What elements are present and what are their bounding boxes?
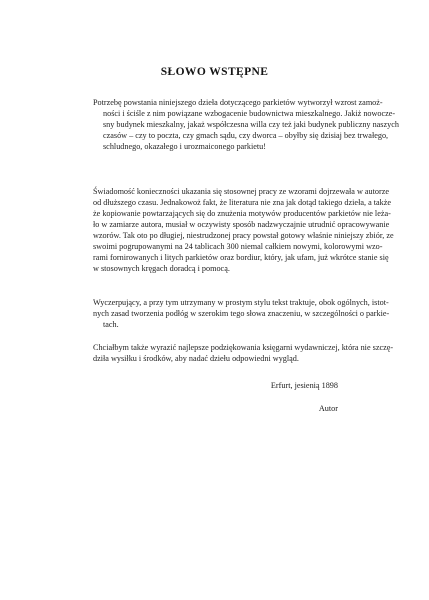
- paragraph-2-line-6: swoimi pogrupowanymi na 24 tablicach 300 niemal całkiem nowymi, kolorowymi wzo-: [93, 242, 383, 251]
- paragraph-1-line-3: sny budynek mieszkalny, jakaż współczesna willa czy też jaki budynek publiczny naszych: [103, 120, 399, 129]
- paragraph-4-line-2: dziła wysiłku i środków, aby nadać dziełu odpowiedni wygląd.: [93, 354, 299, 363]
- paragraph-4-line-1: Chciałbym także wyrazić najlepsze podziękowania księgarni wydawniczej, która nie szczę-: [93, 343, 394, 352]
- paragraph-2-line-5: wzorów. Tak oto po długiej, niestrudzonej pracy powstał gotowy właśnie niniejszy zbiór, ze: [93, 231, 394, 240]
- paragraph-2-line-8: w stosownych kręgach doradcą i pomocą.: [93, 264, 230, 273]
- page-title: SŁOWO WSTĘPNE: [160, 66, 269, 78]
- paragraph-2-line-4: ło w zamiarze autora, musiał w oczywisty sposób nadzwyczajnie utrudnić opracowywanie: [93, 220, 390, 229]
- paragraph-3-line-1: Wyczerpujący, a przy tym utrzymany w prostym stylu tekst traktuje, obok ogólnych, istot-: [93, 298, 389, 307]
- paragraph-2-line-3: że kopiowanie powtarzających się do znużenia motywów producentów parkietów nie leża-: [93, 209, 391, 218]
- paragraph-3-line-3: tach.: [103, 320, 119, 329]
- paragraph-1-line-5: schludnego, okazałego i urozmaiconego parkietu!: [103, 142, 267, 151]
- paragraph-3-line-2: nych zasad tworzenia podłóg w szerokim tego słowa znaczeniu, w szczególności o parkie-: [93, 309, 390, 318]
- paragraph-1-line-1: Potrzebę powstania niniejszego dzieła dotyczącego parkietów wytworzył wzrost zamoż-: [93, 98, 383, 107]
- place-date: Erfurt, jesienią 1898: [270, 381, 338, 390]
- paragraph-2-line-1: Świadomość konieczności ukazania się stosownej pracy ze wzorami dojrzewała w autorze: [93, 187, 390, 196]
- paragraph-2-line-7: rami fornirowanych i litych parkietów oraz bordiur, który, jak ufam, już wkrótce stanie się: [93, 253, 389, 262]
- paragraph-1-line-2: ności i ściśle z nim powiązane wzbogacenie budownictwa mieszkalnego. Jakiż nowocze-: [103, 109, 396, 118]
- paragraph-1-line-4: czasów – czy to poczta, czy gmach sądu, czy dworca – obyłby się dzisiaj bez trwałego,: [103, 131, 389, 140]
- signature: Autor: [318, 404, 338, 413]
- paragraph-2-line-2: od dłuższego czasu. Jednakowoż fakt, że literatura nie zna jak dotąd takiego dzieła, a także: [93, 198, 392, 207]
